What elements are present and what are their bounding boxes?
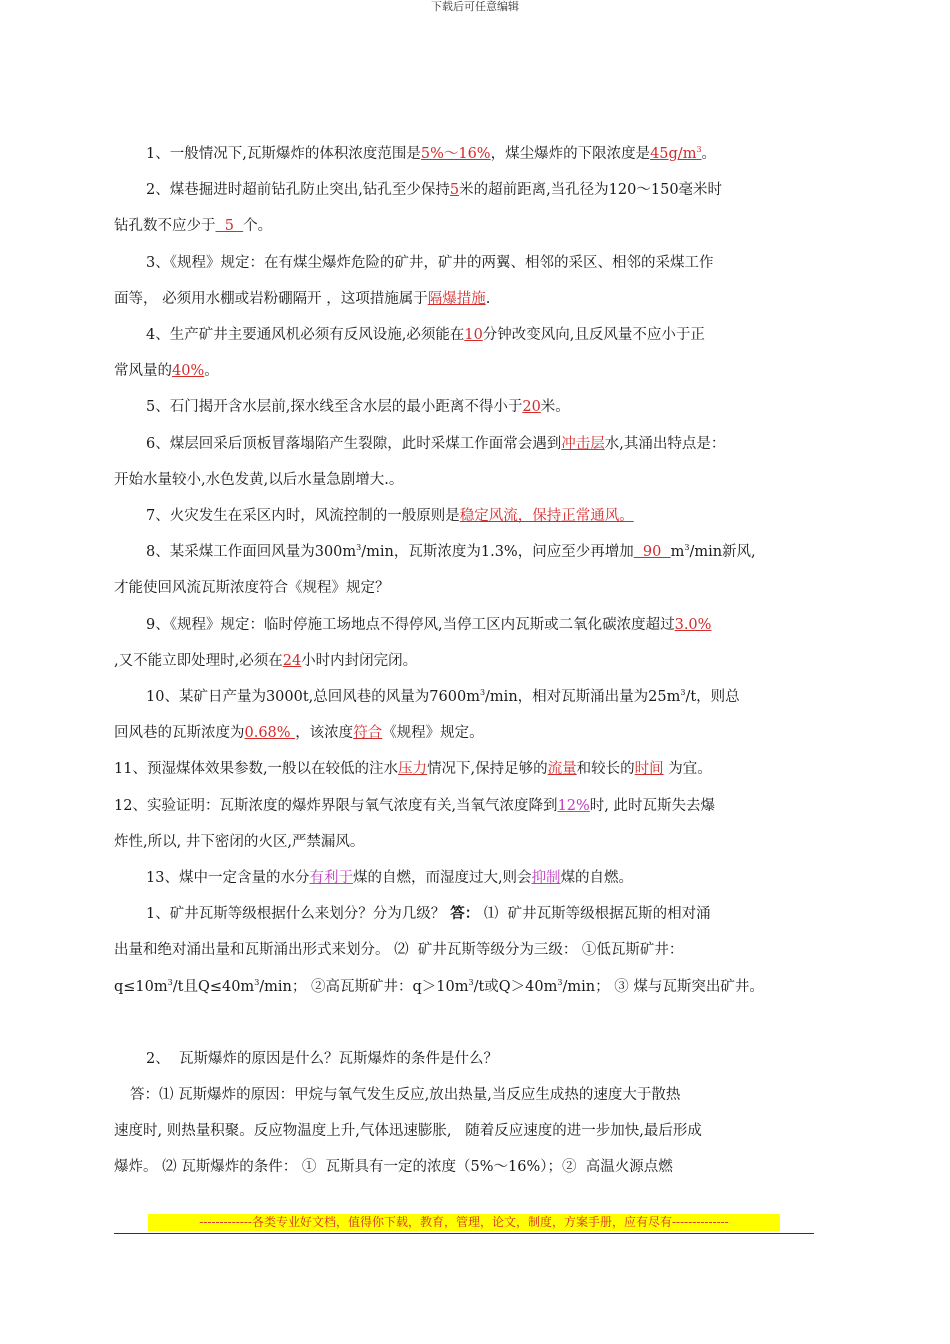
- question-12-cont: 炸性,所以, 井下密闭的火区,严禁漏风。: [114, 833, 365, 850]
- q11-answer-2: 流量: [547, 761, 577, 778]
- question-7: 7、火灾发生在采区内时，风流控制的一般原则是稳定风流，保持正常通风。: [146, 508, 634, 525]
- q13-answer-1: 有利于: [309, 870, 353, 887]
- question-2-cont: 钻孔数不应少于 5 个。: [114, 218, 273, 235]
- q6-answer: 冲击层: [561, 435, 605, 452]
- short-answer-2-line-2: 速度时, 则热量积聚。反应物温度上升,气体迅速膨胀, 随着反应速度的进一步加快,最后形成: [114, 1123, 702, 1140]
- question-8-cont: 才能使回风流瓦斯浓度符合《规程》规定？: [114, 580, 390, 597]
- question-1: 1、一般情况下,瓦斯爆炸的体积浓度范围是5%～16%，煤尘爆炸的下限浓度是$45g/m^3$。: [146, 145, 717, 162]
- question-12: 12、实验证明：瓦斯浓度的爆炸界限与氧气浓度有关,当氧气浓度降到12%时, 此时瓦斯失去爆: [114, 797, 716, 814]
- question-2: 2、煤巷掘进时超前钻孔防止突出,钻孔至少保持5米的超前距离,当孔径为120～150毫米时: [146, 182, 723, 199]
- spacer: [114, 1005, 826, 1041]
- question-10-cont: 回风巷的瓦斯浓度为0.68% ，该浓度符合《规程》规定。: [114, 725, 484, 742]
- q5-answer: 20: [522, 399, 541, 416]
- q2-answer-2: 5: [215, 218, 244, 235]
- question-6: 6、煤层回采后顶板冒落塌陷产生裂隙，此时采煤工作面常会遇到冲击层水,其涌出特点是：: [146, 435, 726, 452]
- page-header: 下载后可任意编辑: [431, 0, 519, 13]
- short-answer-2-question: 2、 瓦斯爆炸的原因是什么？瓦斯爆炸的条件是什么？: [146, 1050, 498, 1067]
- q11-answer-1: 压力: [398, 761, 428, 778]
- question-9-cont: ,又不能立即处理时,必须在24小时内封闭完闭。: [114, 652, 418, 669]
- q4-answer-1: 10: [464, 327, 483, 344]
- q10-answer-2: 符合: [353, 725, 383, 742]
- q1-answer-2: $45g/m^3$: [650, 145, 702, 162]
- question-3: 3、《规程》规定：在有煤尘爆炸危险的矿井，矿井的两翼、相邻的采区、相邻的采煤工作: [146, 254, 714, 271]
- q11-answer-3: 时间: [634, 761, 664, 778]
- question-9: 9、《规程》规定：临时停施工场地点不得停风,当停工区内瓦斯或二氧化碳浓度超过3.0%: [146, 616, 712, 633]
- footer-banner: -------------各类专业好文档，值得你下载，教育，管理，论文，制度，方案手册，应有尽有--------------: [148, 1214, 780, 1231]
- document-body: [114, 136, 826, 1186]
- short-answer-1: 1、矿井瓦斯等级根据什么来划分？分为几级？ 答： ⑴ 矿井瓦斯等级根据瓦斯的相对涌: [146, 905, 711, 923]
- q12-answer: 12%: [557, 797, 590, 814]
- short-answer-1-cont: 出量和绝对涌出量和瓦斯涌出形式来划分。 ⑵ 矿井瓦斯等级分为三级： ①低瓦斯矿井：: [114, 942, 684, 959]
- question-6-cont: 开始水量较小,水色发黄,以后水量急剧增大.。: [114, 471, 404, 488]
- question-4-cont: 常风量的40%。: [114, 363, 219, 380]
- footer-divider: [114, 1233, 814, 1234]
- short-answer-2-line-1: 答：⑴ 瓦斯爆炸的原因：甲烷与氧气发生反应,放出热量,当反应生成热的速度大于散热: [130, 1087, 681, 1104]
- question-4: 4、生产矿井主要通风机必须有反风设施,必须能在10分钟改变风向,且反风量不应小于正: [146, 327, 705, 344]
- question-3-cont: 面等， 必须用水棚或岩粉硼隔开 ，这项措施属于隔爆措施.: [114, 290, 491, 307]
- q3-answer: 隔爆措施: [427, 290, 486, 307]
- q2-answer-1: 5: [449, 182, 460, 199]
- question-10: 10、某矿日产量为3000t,总回风巷的风量为$7600m^3/\min$，相对瓦斯涌出量为$25m^3/t$，则总: [146, 688, 740, 706]
- question-13: 13、煤中一定含量的水分有利于煤的自燃，而湿度过大,则会抑制煤的自燃。: [146, 870, 634, 887]
- q10-answer-1: 0.68%: [244, 725, 296, 742]
- q7-answer: 稳定风流，保持正常通风。: [459, 508, 634, 525]
- question-11: 11、预湿煤体效果参数,一般以在较低的注水压力情况下,保持足够的流量和较长的时间 为宜。: [114, 761, 712, 778]
- question-5: 5、石门揭开含水层前,探水线至含水层的最小距离不得小于20米。: [146, 399, 570, 416]
- q4-answer-2: 40%: [172, 363, 205, 380]
- q8-answer: 90: [633, 544, 671, 561]
- q1-text-2: ，煤尘爆炸的下限浓度是: [490, 146, 651, 162]
- short-answer-2-line-3: 爆炸。 ⑵ 瓦斯爆炸的条件： ① 瓦斯具有一定的浓度（5%～16%）；② 高温火源点燃: [114, 1159, 673, 1176]
- q1-answer-1: 5%～16%: [420, 146, 491, 162]
- q9-answer-2: 24: [282, 652, 302, 669]
- q13-answer-2: 抑制: [531, 870, 561, 887]
- question-8: 8、某采煤工作面回风量为$300m^3/\min$，瓦斯浓度为1.3%，问应至少再增加 90 $m^3/\min$新风,: [146, 543, 756, 561]
- q9-answer-1: 3.0%: [674, 616, 712, 633]
- q1-text: 1、一般情况下,瓦斯爆炸的体积浓度范围是: [146, 146, 421, 162]
- short-answer-1-cont-2: $q\le 10m^3/t$且$Q\le 40m^3/\min$； ②高瓦斯矿井：$q>10m^3/t$或$Q>40m^3/\min$； ③ 煤与瓦斯突出矿井。: [114, 977, 764, 995]
